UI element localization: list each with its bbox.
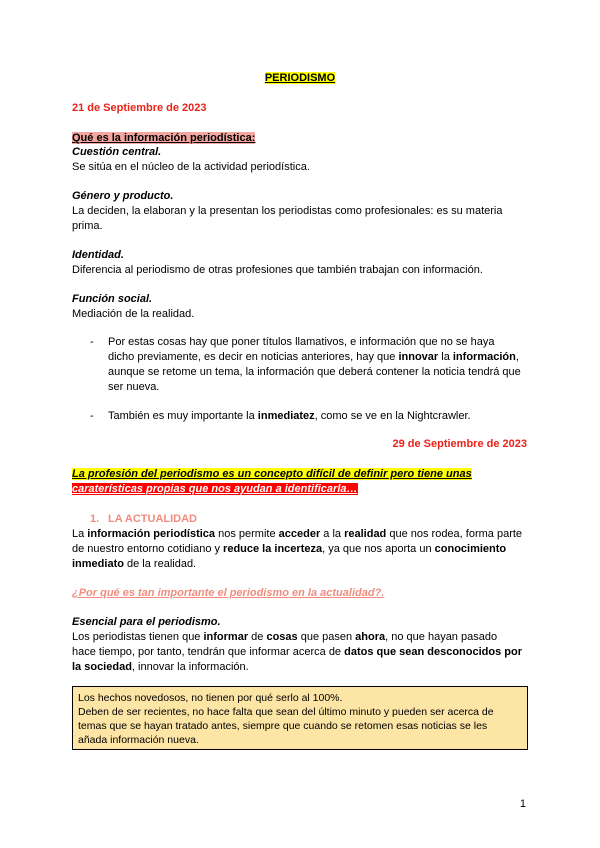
bullet1-line3: aunque se retome un tema, la información que deberá contener la noticia tendrá que (108, 366, 521, 378)
highlight-yellow: La profesión del periodismo es un concepto difícil de definir pero tiene unas (72, 468, 472, 480)
note-line-1: Los hechos novedosos, no tienen por qué serlo al 100%. (78, 692, 343, 704)
p1-text: de nuestro entorno cotidiano y (72, 543, 224, 555)
note-line-2: Deben de ser recientes, no hace falta que sean del último minuto y pueden ser acerca de (78, 706, 494, 718)
bullet2-bold-inmediatez: inmediatez (257, 410, 315, 422)
p1-bold: conocimiento (434, 543, 507, 555)
p1-text: , ya que nos aporta un (322, 543, 435, 555)
p1-bold: información periodística (87, 528, 216, 540)
p1-bold: inmediato (72, 558, 124, 570)
p1-line1 (72, 527, 522, 541)
p2-text: de (248, 631, 267, 643)
numbered-heading: LA ACTUALIDAD (108, 513, 198, 525)
note-line-4: añada información nueva. (78, 734, 199, 746)
bullet-dash-1: - (90, 336, 94, 348)
highlight-line-2 (72, 482, 358, 496)
p2-bold: la sociedad (72, 661, 132, 673)
p1-text: que nos rodea, forma parte (386, 528, 523, 540)
page-number: 1 (519, 798, 526, 810)
p1-bold: acceder (278, 528, 321, 540)
esencial-title: Esencial para el periodismo. (72, 616, 221, 628)
bullet1-bold-informacion: información (452, 351, 516, 363)
p1-text: a la (320, 528, 345, 540)
question-wrap (72, 586, 384, 600)
numbered-number: 1. (90, 513, 100, 525)
p2-line3 (72, 660, 249, 674)
bullet2-text: También es muy importante la (108, 410, 258, 422)
note-line-3: temas que se hayan tratado antes, siempre que cuando se retomen esas noticias se les (78, 720, 488, 732)
highlight-red: caraterísticas propias que nos ayudan a identificarla… (72, 483, 358, 495)
p1-text: nos permite (215, 528, 279, 540)
term-cuestion-text: Se sitúa en el núcleo de la actividad periodística. (72, 161, 310, 173)
p1-bold: realidad (344, 528, 387, 540)
bullet-dash-2: - (90, 410, 94, 422)
bullet2-line (108, 409, 471, 424)
date-heading-2: 29 de Septiembre de 2023 (392, 438, 527, 450)
p2-text: Los periodistas tienen que (72, 631, 204, 643)
term-cuestion: Cuestión central. (72, 146, 162, 158)
p1-bold: reduce la incerteza (223, 543, 323, 555)
bullet2-text: , como se ve en la Nightcrawler. (314, 410, 471, 422)
highlight-line-1 (72, 467, 472, 481)
bullet1-line4: ser nueva. (108, 381, 160, 393)
p2-text: hace tiempo, por tanto, tendrán que informar acerca de (72, 646, 345, 658)
term-identidad-text: Diferencia al periodismo de otras profesiones que también trabajan con información. (72, 264, 483, 276)
section-heading-wrap (72, 131, 255, 145)
term-genero-text-1: La deciden, la elaboran y la presentan los periodistas como profesionales: es su materia (72, 205, 503, 217)
p2-text: , innovar la información. (131, 661, 249, 673)
p2-bold: informar (203, 631, 249, 643)
p2-text: , no que hayan pasado (385, 631, 498, 643)
term-genero: Género y producto. (72, 190, 174, 202)
bullet1-text: , (515, 351, 519, 363)
date-heading-1: 21 de Septiembre de 2023 (72, 102, 207, 114)
p2-line1 (72, 630, 497, 644)
p1-line2 (72, 542, 506, 556)
section-heading: Qué es la información periodística: (72, 132, 256, 144)
note-box (72, 686, 528, 750)
question-heading: ¿Por qué es tan importante el periodismo en la actualidad?. (72, 587, 385, 599)
p1-text: La (72, 528, 88, 540)
term-funcion-text: Mediación de la realidad. (72, 308, 195, 320)
p2-bold: datos que sean desconocidos por (344, 646, 522, 658)
bullet1-bold-innovar: innovar (398, 351, 439, 363)
p1-text: de la realidad. (123, 558, 197, 570)
p2-text: que pasen (297, 631, 356, 643)
bullet1-text: la (438, 351, 453, 363)
document-title-wrap (0, 72, 600, 84)
term-funcion: Función social. (72, 293, 153, 305)
bullet1-line2 (108, 350, 519, 365)
p2-line2 (72, 645, 522, 659)
term-genero-text-2: prima. (72, 220, 103, 232)
document-title: PERIODISMO (264, 72, 336, 84)
p1-line3 (72, 557, 196, 571)
p2-bold: cosas (266, 631, 298, 643)
p2-bold: ahora (355, 631, 386, 643)
bullet1-text: dicho previamente, es decir en noticias anteriores, hay que (108, 351, 399, 363)
bullet1-line1: Por estas cosas hay que poner títulos llamativos, e información que no se haya (108, 336, 495, 348)
term-identidad: Identidad. (72, 249, 124, 261)
